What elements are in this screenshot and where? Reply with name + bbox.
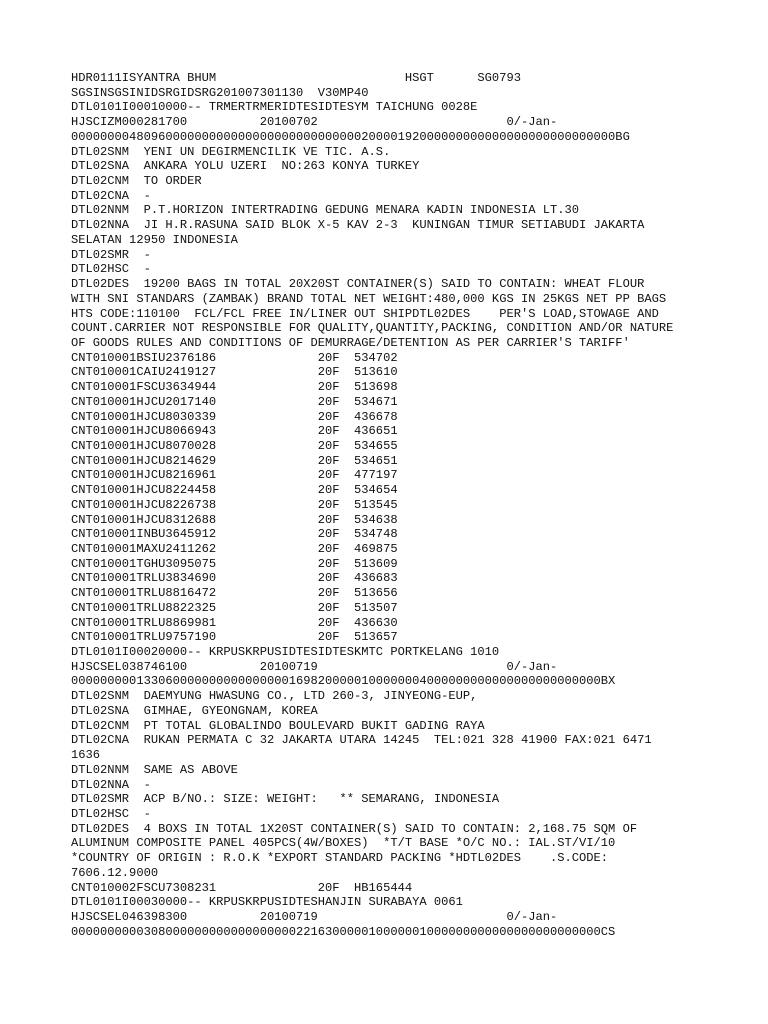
- document-line: DTL02NNM SAME AS ABOVE: [71, 762, 238, 777]
- document-line: DTL02DES 4 BOXS IN TOTAL 1X20ST CONTAINER(S) SAID TO CONTAIN: 2,168.75 SQM OF: [71, 821, 638, 836]
- document-line: HDR0111ISYANTRA BHUM HSGT SG0793: [71, 71, 521, 85]
- document-line: 0000000001330600000000000000001698200000100000004000000000000000000000000BX: [71, 674, 616, 689]
- document-line: DTL02SNA GIMHAE, GYEONGNAM, KOREA: [71, 703, 318, 718]
- document-line: DTL02SMR -: [71, 247, 151, 262]
- document-line: DTL02SNM YENI UN DEGIRMENCILIK VE TIC. A.S.: [71, 144, 391, 159]
- document-line: OF GOODS RULES AND CONDITIONS OF DEMURRAGE/DETENTION AS PER CARRIER'S TARIFF': [71, 335, 630, 350]
- document-line: COUNT.CARRIER NOT RESPONSIBLE FOR QUALITY,QUANTITY,PACKING, CONDITION AND/OR NATURE: [71, 321, 674, 336]
- document-line: CNT010001HJCU8226738 20F 513545: [71, 497, 398, 512]
- document-line: DTL02CNM PT TOTAL GLOBALINDO BOULEVARD BUKIT GADING RAYA: [71, 718, 485, 733]
- document-line: DTL02HSC -: [71, 806, 151, 821]
- document-line: CNT010001TRLU9757190 20F 513657: [71, 630, 398, 645]
- document-line: DTL02CNA RUKAN PERMATA C 32 JAKARTA UTARA 14245 TEL:021 328 41900 FAX:021 6471: [71, 733, 652, 748]
- document-line: CNT010001CAIU2419127 20F 513610: [71, 365, 398, 380]
- document-line: DTL02SNM DAEMYUNG HWASUNG CO., LTD 260-3, JINYEONG-EUP,: [71, 689, 478, 704]
- document-line: ALUMINUM COMPOSITE PANEL 405PCS(4W/BOXES) *T/T BASE *O/C NO.: IAL.ST/VI/10: [71, 836, 616, 851]
- document-line: DTL02SNA ANKARA YOLU UZERI NO:263 KONYA TURKEY: [71, 159, 420, 174]
- document-line: DTL02CNM TO ORDER: [71, 174, 202, 189]
- document-line: CNT010001HJCU8216961 20F 477197: [71, 468, 398, 483]
- document-line: CNT010001FSCU3634944 20F 513698: [71, 380, 398, 395]
- document-line: CNT010001HJCU8312688 20F 534638: [71, 512, 398, 527]
- document-line: DTL0101I00020000-- KRPUSKRPUSIDTESIDTESKMTC PORTKELANG 1010: [71, 645, 500, 660]
- document-line: CNT010001HJCU8214629 20F 534651: [71, 453, 398, 468]
- document-line: CNT010001INBU3645912 20F 534748: [71, 527, 398, 542]
- edi-text-document: [71, 71, 761, 939]
- document-line: WITH SNI STANDARS (ZAMBAK) BRAND TOTAL NET WEIGHT:480,000 KGS IN 25KGS NET PP BAGS: [71, 291, 667, 306]
- document-line: 0000000000308000000000000000000221630000010000001000000000000000000000000CS: [71, 924, 616, 939]
- document-line: CNT010001TRLU8816472 20F 513656: [71, 586, 398, 601]
- document-line: DTL02CNA -: [71, 188, 151, 203]
- document-line: CNT010002FSCU7308231 20F HB165444: [71, 880, 413, 895]
- document-line: DTL02SMR ACP B/NO.: SIZE: WEIGHT: ** SEMARANG, INDONESIA: [71, 792, 500, 807]
- document-line: 7606.12.9000: [71, 865, 159, 880]
- document-line: DTL02NNM P.T.HORIZON INTERTRADING GEDUNG MENARA KADIN INDONESIA LT.30: [71, 203, 580, 218]
- document-line: CNT010001HJCU8070028 20F 534655: [71, 438, 398, 453]
- document-line: DTL02NNA JI H.R.RASUNA SAID BLOK X-5 KAV 2-3 KUNINGAN TIMUR SETIABUDI JAKARTA: [71, 218, 645, 233]
- document-line: DTL0101I00010000-- TRMERTRMERIDTESIDTESYM TAICHUNG 0028E: [71, 100, 478, 115]
- document-line: HTS CODE:110100 FCL/FCL FREE IN/LINER OUT SHIPDTL02DES PER'S LOAD,STOWAGE AND: [71, 306, 659, 321]
- document-line: CNT010001TRLU3834690 20F 436683: [71, 571, 398, 586]
- document-line: *COUNTRY OF ORIGIN : R.O.K *EXPORT STANDARD PACKING *HDTL02DES .S.CODE:: [71, 851, 609, 866]
- document-line: HJSCIZM000281700 20100702 0/-Jan-: [71, 115, 558, 130]
- document-line: CNT010001TRLU8869981 20F 436630: [71, 615, 398, 630]
- document-line: SGSINSGSINIDSRGIDSRG201007301130 V30MP40: [71, 85, 369, 100]
- document-line: DTL02NNA -: [71, 777, 151, 792]
- document-line: CNT010001HJCU8030339 20F 436678: [71, 409, 398, 424]
- document-line: 1636: [71, 748, 101, 763]
- document-line: CNT010001HJCU8224458 20F 534654: [71, 483, 398, 498]
- document-line: CNT010001TGHU3095075 20F 513609: [71, 556, 398, 571]
- document-line: CNT010001HJCU2017140 20F 534671: [71, 394, 398, 409]
- document-line: DTL02HSC -: [71, 262, 151, 277]
- document-line: CNT010001HJCU8066943 20F 436651: [71, 424, 398, 439]
- document-line: DTL02DES 19200 BAGS IN TOTAL 20X20ST CONTAINER(S) SAID TO CONTAIN: WHEAT FLOUR: [71, 277, 645, 292]
- document-line: DTL0101I00030000-- KRPUSKRPUSIDTESHANJIN SURABAYA 0061: [71, 895, 463, 910]
- document-line: SELATAN 12950 INDONESIA: [71, 232, 238, 247]
- document-line: HJSCSEL046398300 20100719 0/-Jan-: [71, 909, 558, 924]
- document-line: CNT010001BSIU2376186 20F 534702: [71, 350, 398, 365]
- document-line: CNT010001TRLU8822325 20F 513507: [71, 600, 398, 615]
- document-line: CNT010001MAXU2411262 20F 469875: [71, 542, 398, 556]
- document-line: HJSCSEL038746100 20100719 0/-Jan-: [71, 659, 558, 674]
- document-line: 000000004809600000000000000000000000000020000192000000000000000000000000000BG: [71, 129, 630, 144]
